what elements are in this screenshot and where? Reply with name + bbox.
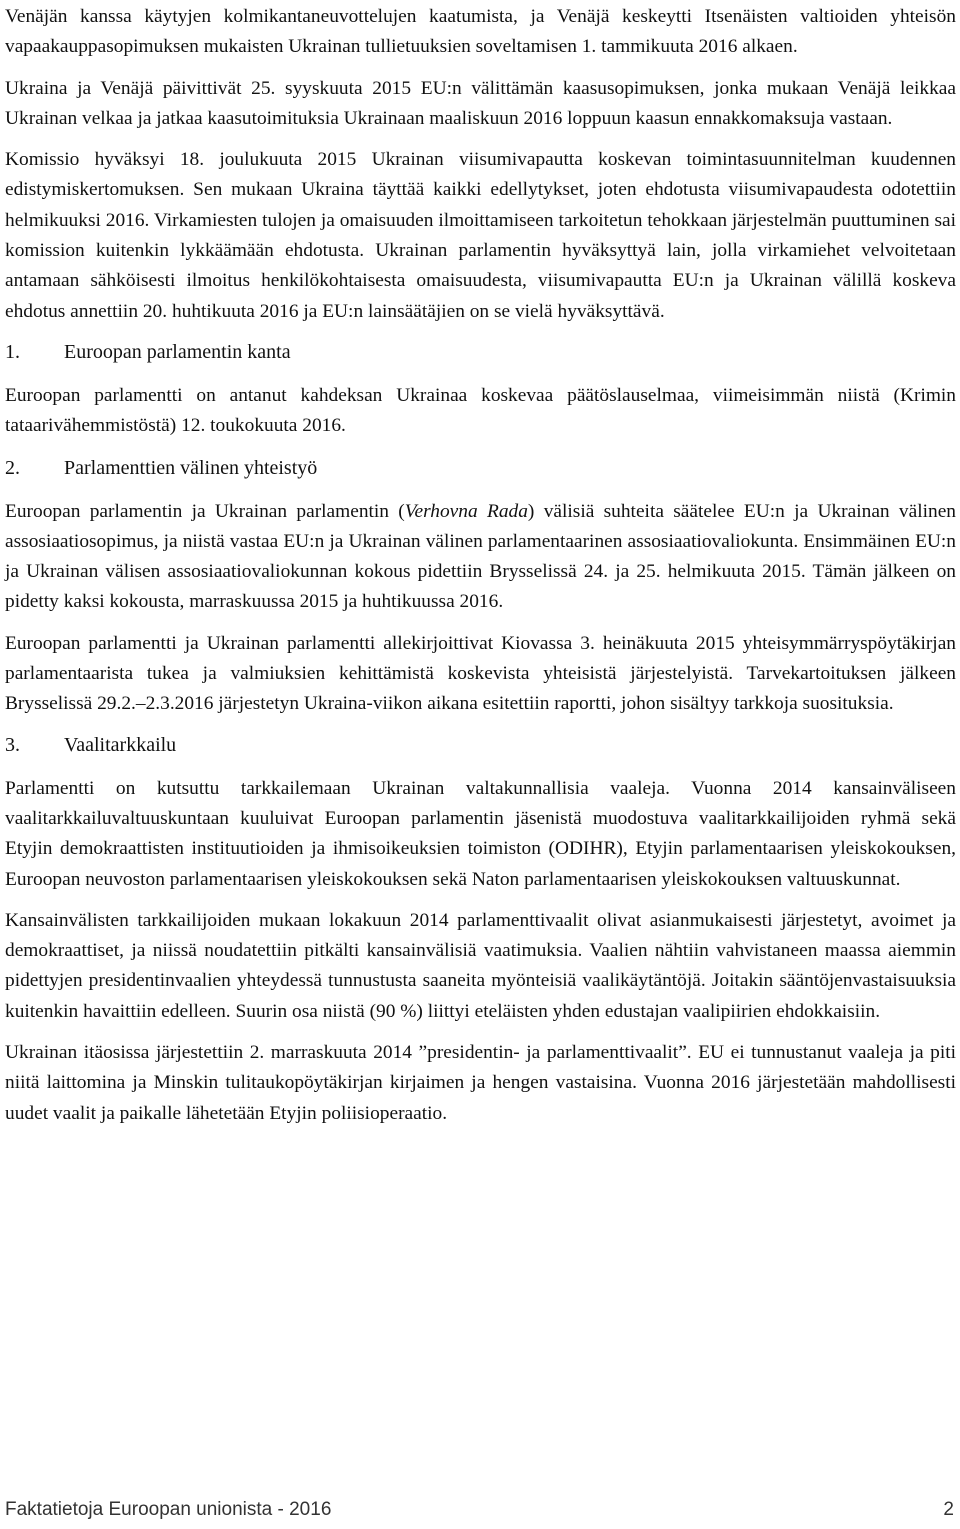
- section-title: Vaalitarkkailu: [64, 733, 177, 756]
- paragraph-visa-liberalisation: Komissio hyväksyi 18. joulukuuta 2015 Ukrainan viisumivapautta koskevan toimintasuunnitelman kuudennen edistymiskertomuksen. Sen mukaan Ukraina täyttää kaikki edellytykset, joten ehdotusta viisumivapaudesta odotettiin helmikuuksi 2016. Virkamiesten tulojen ja omaisuuden ilmoittamiseen tarkoitetun tehokkaan järjestelmän puuttuminen sai komission kuitenkin lykkäämään ehdotusta. Ukrainan parlamentin hyväksyttyä lain, jolla virkamiehet velvoitetaan antamaan sähköisesti ilmoitus henkilökohtaisesta omaisuudesta, viisumivapautta EU:n ja Ukrainan välillä koskeva ehdotus annettiin 20. huhtikuuta 2016 ja EU:n lainsäätäjien on se vielä hyväksyttävä.: [5, 149, 956, 322]
- verhovna-rada-term: Verhovna Rada: [404, 500, 528, 522]
- paragraph-eastern-elections: Ukrainan itäosissa järjestettiin 2. marraskuuta 2014 ”presidentin- ja parlamenttivaalit”. EU ei tunnustanut vaaleja ja piti niitä laittomina ja Minskin tulitaukopöytäkirjan kirjaimen ja hengen vastaisina. Vuonna 2016 järjestetään mahdollisesti uudet vaalit ja paikalle lähetetään Etyjin poliisioperaatio.: [5, 1042, 956, 1124]
- paragraph-trade-preferences: Venäjän kanssa käytyjen kolmikantaneuvottelujen kaatumista, ja Venäjä keskeytti Itsenäisten valtioiden yhteisön vapaakauppasopimuksen mukaisten Ukrainan tullietuuksien soveltamisen 1. tammikuuta 2016 alkaen.: [5, 6, 956, 58]
- page-number: 2: [943, 1499, 954, 1520]
- document-body: [5, 2, 956, 1140]
- paragraph-association-committee: Euroopan parlamentin ja Ukrainan parlamentin (Verhovna Rada) välisiä suhteita säätelee EU:n ja Ukrainan välinen assosiaatiosopimus, ja niistä vastaa EU:n ja Ukrainan välinen parlamentaarinen assosiaatiovaliokunta. Ensimmäinen EU:n ja Ukrainan välisen assosiaatiovaliokunnan kokous pidettiin Brysselissä 24. ja 25. helmikuuta 2015. Tämän jälkeen on pidetty kaksi kokousta, marraskuussa 2015 ja huhtikuussa 2016.: [5, 500, 957, 613]
- section-heading-parliament-position: [5, 337, 956, 367]
- section-heading-interparliamentary: [5, 453, 956, 483]
- paragraph-election-assessment: Kansainvälisten tarkkailijoiden mukaan lokakuun 2014 parlamenttivaalit olivat asianmukaisesti järjestetyt, avoimet ja demokraattiset, ja niissä noudatettiin pitkälti kansainvälisiä vaatimuksia. Vaalien nähtiin vahvistaneen maassa aiemmin pidettyjen presidentinvaalien yhteydessä tunnustusta saaneita myönteisiä vaalikäytäntöjä. Joitakin sääntöjenvastaisuuksia kuitenkin havaittiin edelleen. Suurin osa niistä (90 %) liittyi eteläisten yhden edustajan vaalipiirien ehdokkaisiin.: [5, 909, 956, 1022]
- section-heading-election-observation: [5, 730, 956, 760]
- section-number: 3.: [5, 733, 20, 756]
- paragraph-gas-agreement: Ukraina ja Venäjä päivittivät 25. syyskuuta 2015 EU:n välittämän kaasusopimuksen, jonka mukaan Venäjä leikkaa Ukrainan velkaa ja jatkaa kaasutoimituksia Ukrainaan maaliskuun 2016 loppuun kaasun ennakkomaksuja vastaan.: [5, 77, 956, 129]
- page-footer: [5, 1495, 954, 1525]
- paragraph-observation-mission: Parlamentti on kutsuttu tarkkailemaan Ukrainan valtakunnallisia vaaleja. Vuonna 2014 kansainväliseen vaalitarkkailuvaltuuskuntaan kuuluivat Euroopan parlamentin jäsenistä muodostuva vaalitarkkailijoiden ryhmä sekä Etyjin demokraattisten instituutioiden ja ihmisoikeuksien toimiston (ODIHR), Etyjin parlamentaarisen yleiskokouksen, Euroopan neuvoston parlamentaarisen yleiskokouksen sekä Naton parlamentaarisen yleiskokouksen valtuuskunnat.: [5, 777, 956, 890]
- section-number: 2.: [5, 456, 20, 479]
- paragraph-resolutions: Euroopan parlamentti on antanut kahdeksan Ukrainaa koskevaa päätöslauselmaa, viimeisimmän niistä (Krimin tataarivähemmistöstä) 12. toukokuuta 2016.: [5, 384, 956, 437]
- section-title: Parlamenttien välinen yhteistyö: [64, 456, 318, 479]
- footer-title: Faktatietoja Euroopan unionista - 2016: [5, 1499, 332, 1520]
- section-number: 1.: [5, 340, 20, 363]
- section-title: Euroopan parlamentin kanta: [64, 340, 291, 363]
- paragraph-memorandum: Euroopan parlamentti ja Ukrainan parlamentti allekirjoittivat Kiovassa 3. heinäkuuta 2015 yhteisymmärryspöytäkirjan parlamentaarista tukea ja valmiuksien kehittämistä koskevista yhteisistä järjestelyistä. Tarvekartoituksen jälkeen Brysselissä 29.2.–2.3.2016 järjestetyn Ukraina-viikon aikana esitettiin raportti, johon sisältyy tarkkoja suosituksia.: [5, 632, 956, 715]
